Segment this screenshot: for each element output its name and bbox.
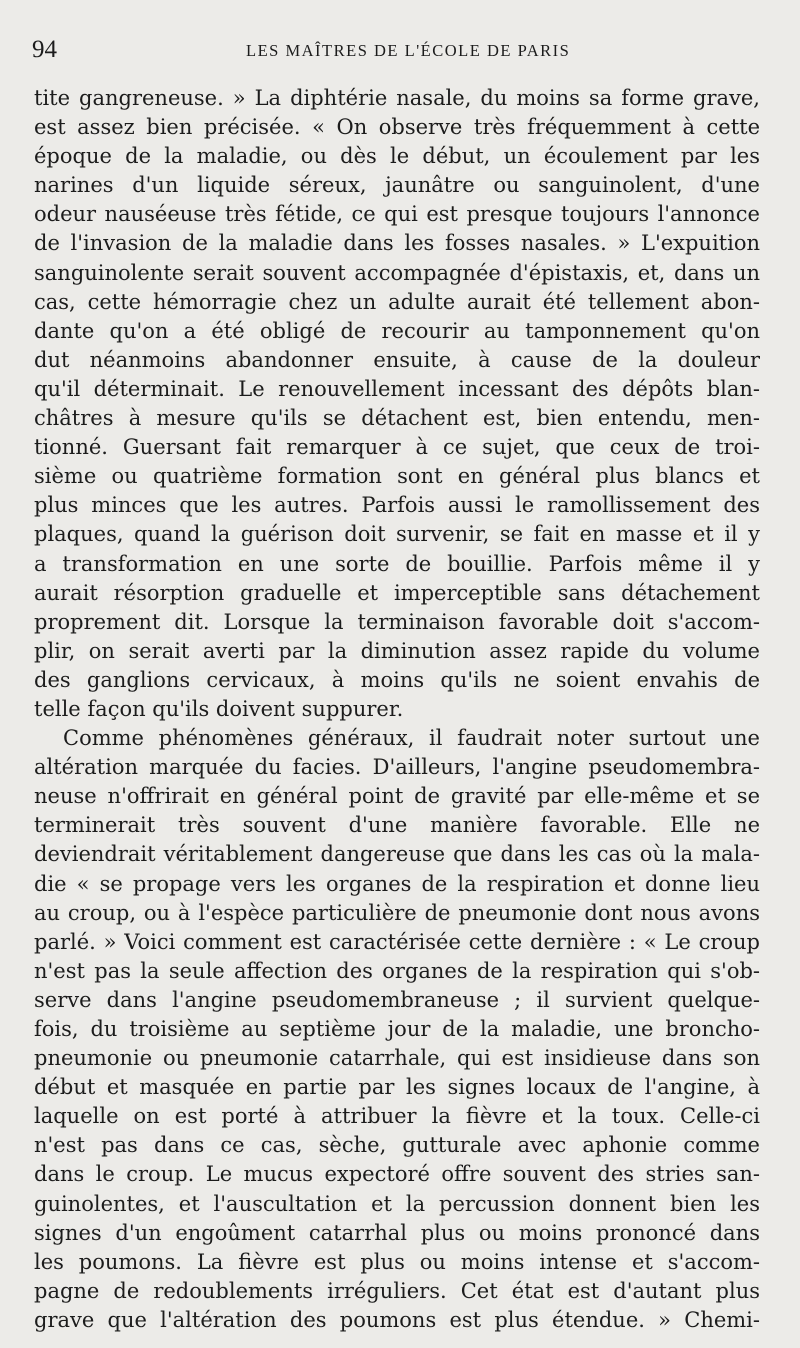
text-line: plaques, quand la guérison doit survenir, se fait en masse et il y (34, 522, 760, 547)
text-line: châtres à mesure qu'ils se détachent est, bien entendu, men- (34, 406, 760, 431)
text-line: cas, cette hémorragie chez un adulte aurait été tellement abon- (34, 289, 760, 314)
text-line: signes d'un engoûment catarrhal plus ou moins prononcé dans (34, 1220, 760, 1245)
text-line: dante qu'on a été obligé de recourir au tamponnement qu'on (34, 318, 760, 343)
text-line: die « se propage vers les organes de la respiration et donne lieu (34, 871, 760, 896)
text-line: telle façon qu'ils doivent suppurer. (34, 696, 404, 721)
text-line: proprement dit. Lorsque la terminaison favorable doit s'accom- (34, 609, 760, 634)
running-head: LES MAÎTRES DE L'ÉCOLE DE PARIS (246, 41, 571, 60)
text-line: qu'il déterminait. Le renouvellement incessant des dépôts blan- (34, 376, 760, 401)
text-line: serve dans l'angine pseudomembraneuse ; il survient quelque- (34, 987, 760, 1012)
text-line: terminerait très souvent d'une manière favorable. Elle ne (34, 813, 760, 838)
text-line: tite gangreneuse. » La diphtérie nasale, du moins sa forme grave, (34, 86, 760, 110)
text-line: sième ou quatrième formation sont en général plus blancs et (34, 464, 760, 489)
text-line: pneumonie ou pneumonie catarrhale, qui est insidieuse dans son (34, 1046, 760, 1071)
page-number: 94 (32, 36, 57, 63)
body-text (34, 84, 760, 1335)
text-line: les poumons. La fièvre est plus ou moins intense et s'accom- (34, 1249, 760, 1274)
text-line: dut néanmoins abandonner ensuite, à cause de la douleur (34, 347, 760, 372)
text-line: a transformation en une sorte de bouillie. Parfois même il y (34, 551, 760, 576)
text-line: n'est pas dans ce cas, sèche, gutturale avec aphonie comme (34, 1133, 760, 1158)
text-line: dans le croup. Le mucus expectoré offre souvent des stries san- (34, 1162, 760, 1187)
text-line: tionné. Guersant fait remarquer à ce sujet, que ceux de troi- (34, 435, 760, 460)
text-line: deviendrait véritablement dangereuse que dans les cas où la mala- (34, 842, 760, 867)
text-line: est assez bien précisée. « On observe très fréquemment à cette (34, 115, 760, 140)
text-line: pagne de redoublements irréguliers. Cet état est d'autant plus (34, 1278, 760, 1303)
text-line: n'est pas la seule affection des organes de la respiration qui s'ob- (34, 958, 760, 983)
text-line: début et masquée en partie par les signes locaux de l'angine, à (34, 1075, 760, 1100)
text-line: aurait résorption graduelle et imperceptible sans détachement (34, 580, 760, 605)
text-line: narines d'un liquide séreux, jaunâtre ou sanguinolent, d'une (34, 173, 760, 198)
text-line: plir, on serait averti par la diminution assez rapide du volume (34, 638, 760, 663)
text-line: sanguinolente serait souvent accompagnée d'épistaxis, et, dans un (34, 260, 760, 285)
text-line: neuse n'offrirait en général point de gravité par elle-même et se (34, 784, 760, 809)
text-line: guinolentes, et l'auscultation et la percussion donnent bien les (34, 1191, 760, 1216)
text-line: laquelle on est porté à attribuer la fièvre et la toux. Celle-ci (34, 1104, 760, 1129)
text-line: de l'invasion de la maladie dans les fosses nasales. » L'expuition (34, 231, 760, 256)
text-line: parlé. » Voici comment est caractérisée cette dernière : « Le croup (34, 929, 760, 954)
text-line: des ganglions cervicaux, à moins qu'ils ne soient envahis de (34, 667, 760, 692)
text-line: odeur nauséeuse très fétide, ce qui est presque toujours l'annonce (34, 202, 760, 227)
page-header (32, 36, 760, 66)
text-line: Comme phénomènes généraux, il faudrait noter surtout une (63, 726, 760, 751)
text-line: au croup, ou à l'espèce particulière de pneumonie dont nous avons (34, 900, 760, 925)
text-line: altération marquée du facies. D'ailleurs, l'angine pseudomembra- (34, 755, 760, 780)
text-line: époque de la maladie, ou dès le début, un écoulement par les (34, 144, 760, 169)
text-line: fois, du troisième au septième jour de la maladie, une broncho- (34, 1017, 760, 1041)
text-line: plus minces que les autres. Parfois aussi le ramollissement des (34, 493, 760, 518)
text-line: grave que l'altération des poumons est plus étendue. » Chemi- (34, 1307, 760, 1332)
